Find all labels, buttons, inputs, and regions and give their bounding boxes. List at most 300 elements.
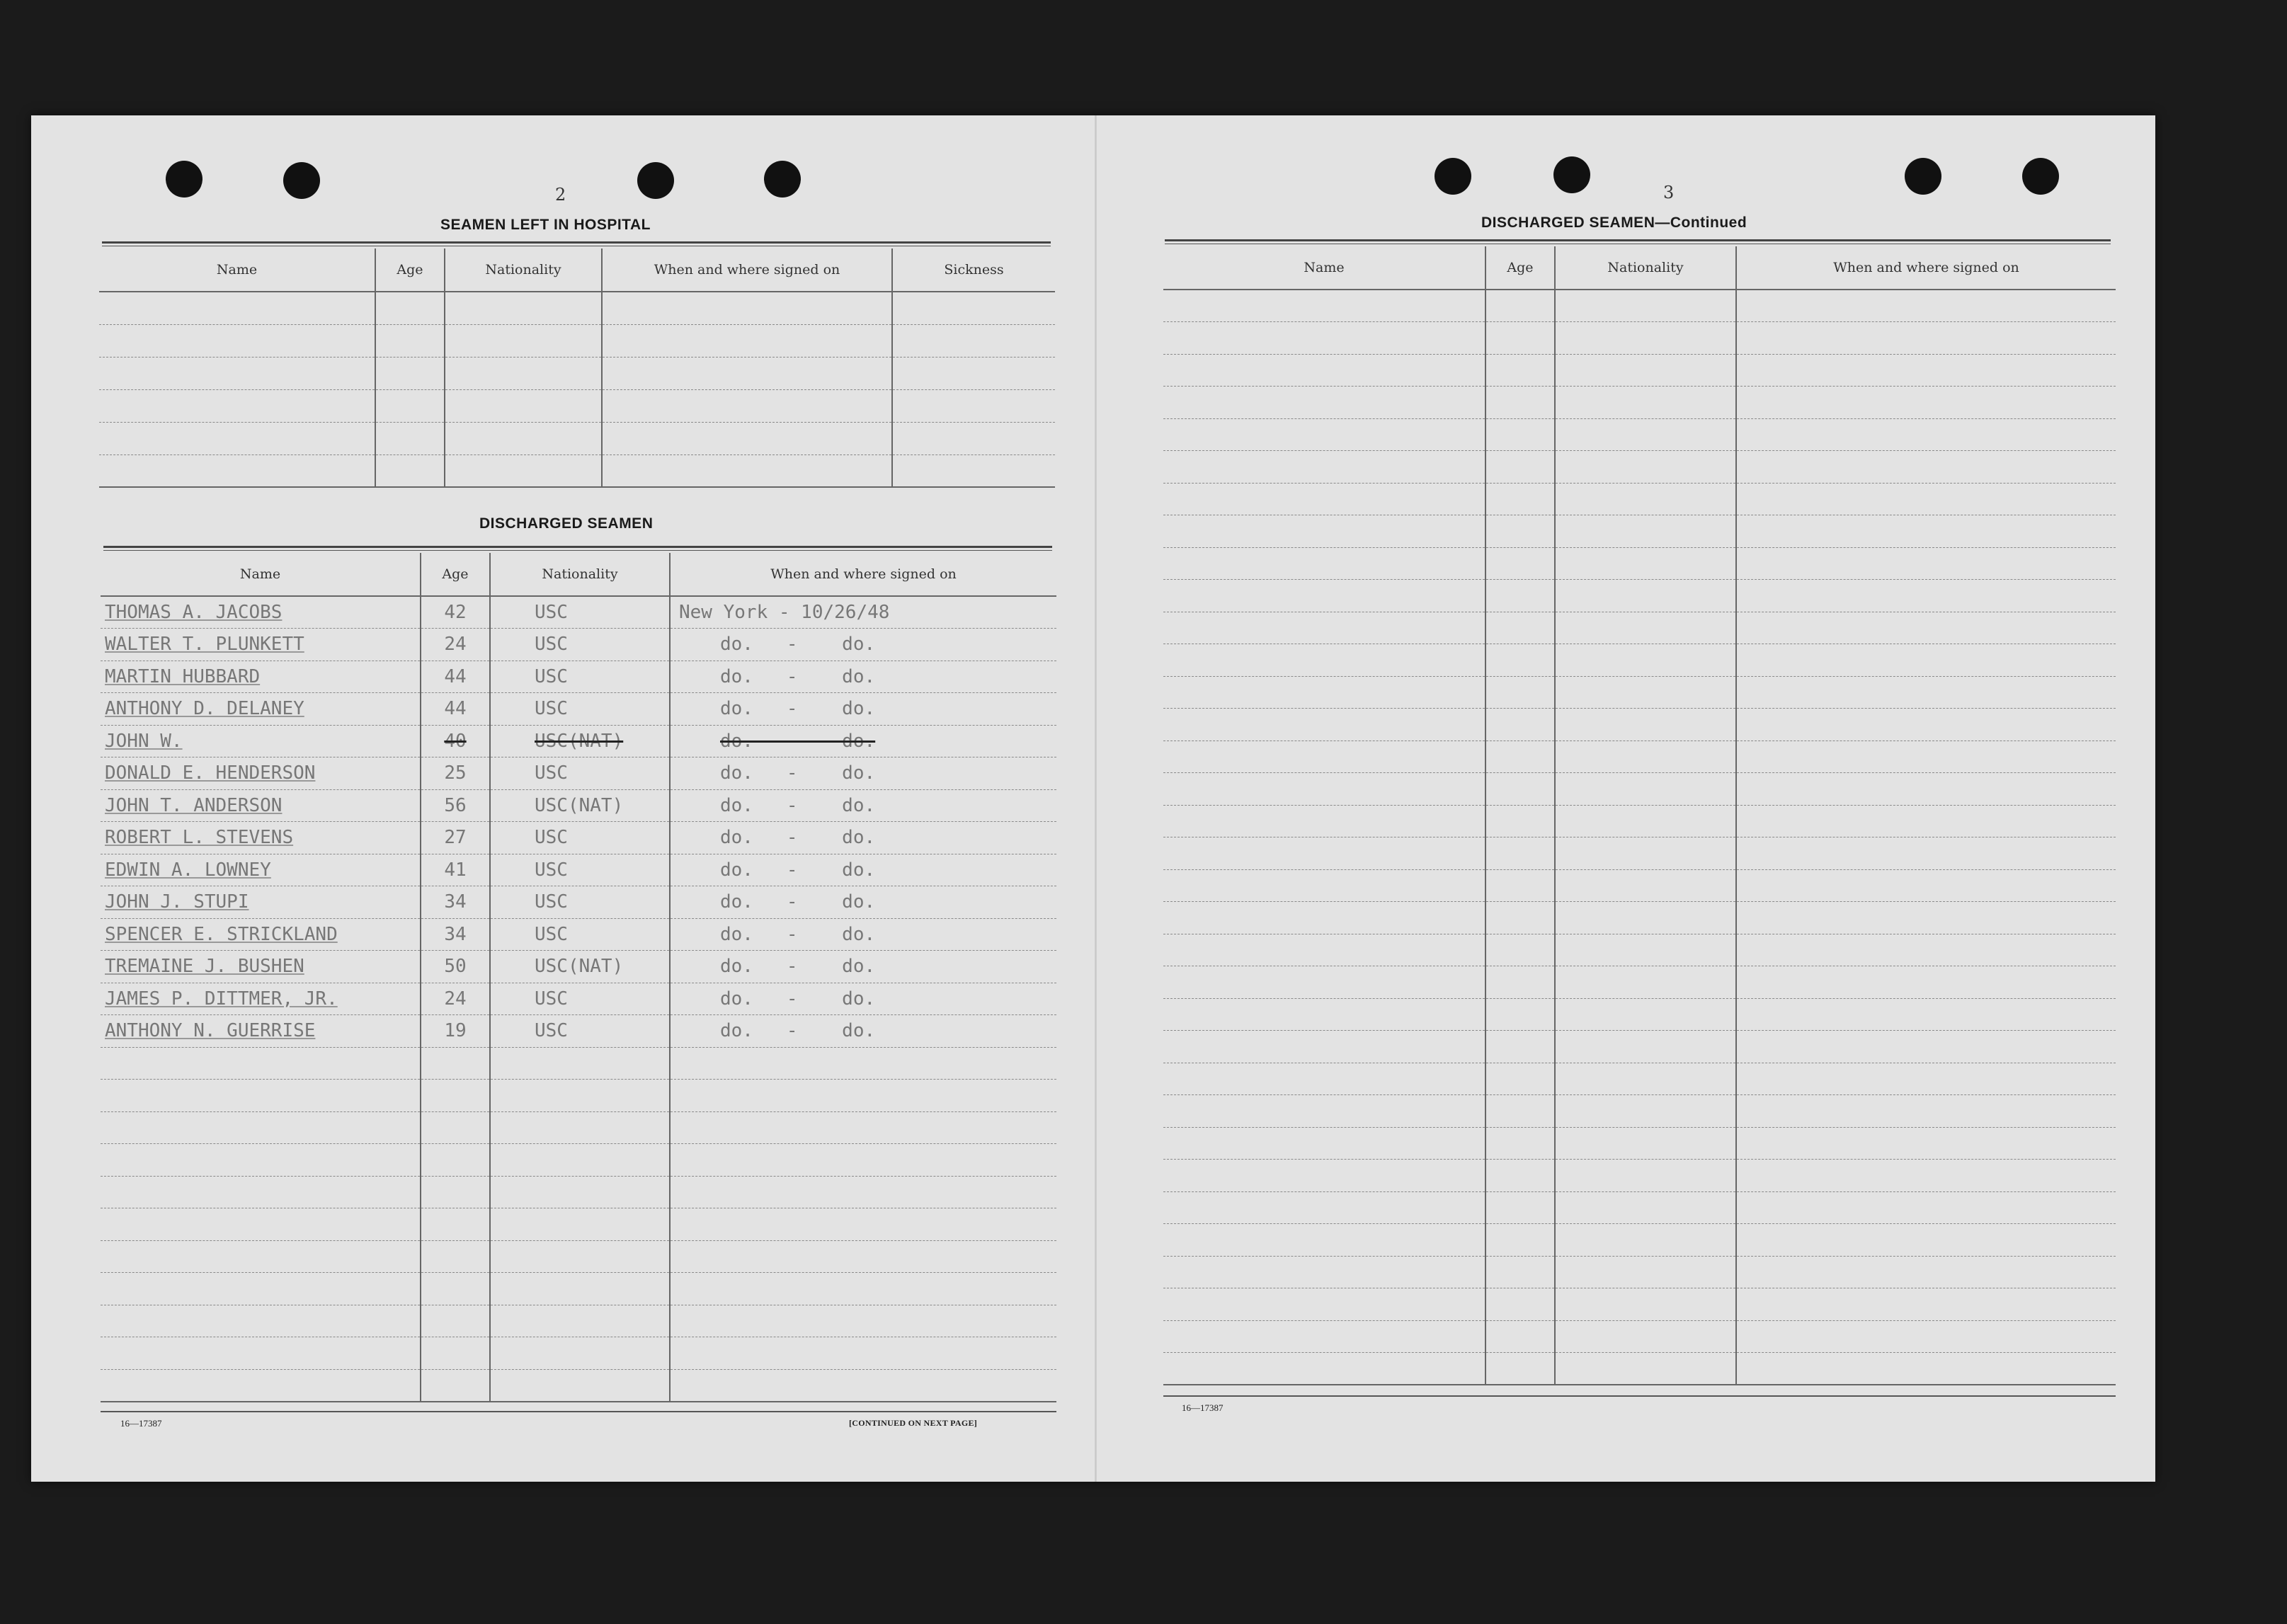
table-cell <box>101 1240 421 1273</box>
table-cell <box>421 1337 490 1370</box>
table-cell <box>1736 612 2116 644</box>
table-cell <box>99 389 375 422</box>
table-row <box>101 596 1056 629</box>
continued-note: [CONTINUED ON NEXT PAGE] <box>849 1418 978 1428</box>
table-cell <box>375 454 445 487</box>
table-cell <box>1485 773 1555 806</box>
cell-name: THOMAS A. JACOBS <box>101 596 421 629</box>
cell-age: 50 <box>421 951 490 983</box>
table-cell <box>602 357 892 389</box>
table-cell <box>1736 902 2116 934</box>
table-cell <box>1736 451 2116 484</box>
table-cell <box>1555 902 1736 934</box>
table-cell <box>1485 998 1555 1031</box>
table-cell <box>1736 1256 2116 1288</box>
table-cell <box>1485 1095 1555 1128</box>
table-cell <box>1485 451 1555 484</box>
table-cell <box>1555 354 1736 387</box>
table-cell <box>1163 869 1485 902</box>
cell-age: 25 <box>421 757 490 790</box>
cell-name: JOHN T. ANDERSON <box>101 789 421 822</box>
table-cell <box>1485 740 1555 773</box>
table-cell <box>670 1111 1056 1144</box>
table-row <box>101 661 1056 693</box>
cell-signed-on: do. - do. <box>670 629 1056 661</box>
table-cell <box>101 1208 421 1241</box>
table-cell <box>1485 1191 1555 1224</box>
column-header-nationality: Nationality <box>445 248 602 292</box>
table-cell <box>1736 1031 2116 1063</box>
table-row <box>101 1015 1056 1048</box>
column-header-signed-on: When and where signed on <box>602 248 892 292</box>
footer-rule <box>1163 1395 2116 1397</box>
table-cell <box>1555 483 1736 515</box>
table-cell <box>892 292 1055 324</box>
cell-signed-on: do. - do. <box>670 854 1056 886</box>
table-cell <box>1736 805 2116 837</box>
cell-nationality: USC <box>490 918 670 951</box>
table-cell <box>1736 1288 2116 1321</box>
table-cell <box>1485 837 1555 870</box>
title-rule <box>102 241 1051 246</box>
column-header-age: Age <box>375 248 445 292</box>
cell-age: 40 <box>421 725 490 757</box>
table-cell <box>99 324 375 357</box>
table-cell <box>1163 547 1485 580</box>
table-cell <box>1163 934 1485 966</box>
table-cell <box>1736 740 2116 773</box>
cell-nationality: USC <box>490 1015 670 1048</box>
table-cell <box>1163 966 1485 999</box>
table-row-blank <box>1163 676 2116 709</box>
table-row <box>101 854 1056 886</box>
table-cell <box>1555 1353 1736 1385</box>
table-cell <box>421 1273 490 1305</box>
table-cell <box>1736 966 2116 999</box>
table-cell <box>1485 902 1555 934</box>
table-cell <box>1555 387 1736 419</box>
table-cell <box>1555 1256 1736 1288</box>
table-cell <box>1163 1320 1485 1353</box>
table-cell <box>670 1337 1056 1370</box>
table-cell <box>1485 1224 1555 1257</box>
table-cell <box>375 389 445 422</box>
column-header-age: Age <box>421 553 490 596</box>
discharged-continued-table <box>1163 246 2116 1385</box>
table-cell <box>1736 387 2116 419</box>
cell-signed-on: do. - do. <box>670 757 1056 790</box>
table-cell <box>1555 1288 1736 1321</box>
cell-nationality: USC <box>490 629 670 661</box>
table-cell <box>1555 709 1736 741</box>
table-cell <box>670 1080 1056 1112</box>
table-row-blank <box>1163 547 2116 580</box>
table-cell <box>1163 902 1485 934</box>
table-cell <box>490 1047 670 1080</box>
table-cell <box>101 1305 421 1337</box>
table-row-blank <box>101 1240 1056 1273</box>
table-row-blank <box>101 1144 1056 1177</box>
cell-nationality: USC(NAT) <box>490 725 670 757</box>
cell-age: 24 <box>421 983 490 1015</box>
table-cell <box>490 1273 670 1305</box>
table-cell <box>1485 1031 1555 1063</box>
table-row-blank <box>101 1111 1056 1144</box>
table-row-blank <box>1163 1256 2116 1288</box>
table-cell <box>1555 1160 1736 1192</box>
table-cell <box>445 389 602 422</box>
table-row-blank <box>1163 290 2116 322</box>
column-header-name: Name <box>99 248 375 292</box>
table-cell <box>101 1337 421 1370</box>
column-header-name: Name <box>1163 246 1485 290</box>
table-cell <box>1736 483 2116 515</box>
table-row <box>101 822 1056 854</box>
table-cell <box>1163 515 1485 548</box>
table-cell <box>1555 1095 1736 1128</box>
cell-age: 44 <box>421 661 490 693</box>
table-cell <box>490 1369 670 1402</box>
table-cell <box>1555 612 1736 644</box>
table-cell <box>1163 740 1485 773</box>
table-cell <box>670 1369 1056 1402</box>
table-cell <box>1163 1031 1485 1063</box>
table-cell <box>1555 451 1736 484</box>
table-cell <box>490 1337 670 1370</box>
table-cell <box>101 1080 421 1112</box>
table-cell <box>1163 1288 1485 1321</box>
table-cell <box>1485 1353 1555 1385</box>
table-row-blank <box>1163 805 2116 837</box>
table-cell <box>1485 869 1555 902</box>
table-cell <box>1485 1256 1555 1288</box>
table-row-blank <box>1163 644 2116 677</box>
table-cell <box>1736 418 2116 451</box>
table-cell <box>375 422 445 454</box>
table-cell <box>1736 773 2116 806</box>
table-cell <box>1485 547 1555 580</box>
table-row-blank <box>1163 387 2116 419</box>
table-cell <box>1485 644 1555 677</box>
table-cell <box>375 357 445 389</box>
table-cell <box>421 1111 490 1144</box>
cell-name: MARTIN HUBBARD <box>101 661 421 693</box>
cell-nationality: USC <box>490 983 670 1015</box>
cell-signed-on: do. - do. <box>670 789 1056 822</box>
table-cell <box>101 1111 421 1144</box>
table-row-blank <box>101 1337 1056 1370</box>
table-row-blank <box>101 1305 1056 1337</box>
table-cell <box>670 1305 1056 1337</box>
document-sheet <box>31 115 2155 1482</box>
table-row-blank <box>1163 709 2116 741</box>
table-row-blank <box>101 1080 1056 1112</box>
table-cell <box>1736 869 2116 902</box>
table-cell <box>421 1240 490 1273</box>
table-cell <box>1163 709 1485 741</box>
table-cell <box>1485 1160 1555 1192</box>
table-cell <box>1555 1063 1736 1095</box>
table-cell <box>1555 515 1736 548</box>
table-cell <box>1163 451 1485 484</box>
table-cell <box>1485 418 1555 451</box>
table-row-blank <box>1163 451 2116 484</box>
table-row-blank <box>1163 998 2116 1031</box>
table-row-blank <box>1163 1127 2116 1160</box>
table-header-row <box>1163 246 2116 290</box>
table-row-blank <box>1163 902 2116 934</box>
cell-nationality: USC <box>490 757 670 790</box>
cell-age: 41 <box>421 854 490 886</box>
table-row-blank <box>1163 1353 2116 1385</box>
table-cell <box>1163 612 1485 644</box>
table-cell <box>602 454 892 487</box>
table-row <box>101 789 1056 822</box>
table-cell <box>1555 837 1736 870</box>
cell-name: DONALD E. HENDERSON <box>101 757 421 790</box>
discharged-continued-title <box>1481 215 1747 231</box>
cell-signed-on: do. - do. <box>670 725 1056 757</box>
table-cell <box>1163 676 1485 709</box>
cell-name: SPENCER E. STRICKLAND <box>101 918 421 951</box>
table-row <box>101 951 1056 983</box>
title-rule <box>103 546 1052 551</box>
table-cell <box>1163 322 1485 355</box>
table-cell <box>1485 580 1555 612</box>
cell-nationality: USC <box>490 822 670 854</box>
cell-name: ROBERT L. STEVENS <box>101 822 421 854</box>
table-cell <box>892 324 1055 357</box>
table-cell <box>1555 805 1736 837</box>
title-main: DISCHARGED SEAMEN <box>1481 215 1655 231</box>
table-row-blank <box>1163 418 2116 451</box>
table-cell <box>1555 644 1736 677</box>
table-cell <box>1163 1127 1485 1160</box>
table-cell <box>1485 934 1555 966</box>
table-cell <box>490 1240 670 1273</box>
footer-rule <box>101 1411 1056 1412</box>
table-cell <box>1736 644 2116 677</box>
table-cell <box>101 1273 421 1305</box>
table-header-row <box>99 248 1055 292</box>
table-row-blank <box>1163 483 2116 515</box>
table-cell <box>1736 290 2116 322</box>
title-suffix: —Continued <box>1655 215 1747 231</box>
table-row-blank <box>101 1176 1056 1208</box>
table-row-blank <box>1163 1288 2116 1321</box>
cell-age: 34 <box>421 886 490 919</box>
cell-nationality: USC <box>490 886 670 919</box>
table-cell <box>101 1144 421 1177</box>
table-row-blank <box>1163 934 2116 966</box>
table-cell <box>421 1080 490 1112</box>
title-rule <box>1165 239 2111 244</box>
table-cell <box>490 1208 670 1241</box>
table-row-blank <box>101 1369 1056 1402</box>
table-cell <box>670 1047 1056 1080</box>
table-row <box>99 422 1055 454</box>
table-cell <box>1485 1063 1555 1095</box>
table-header-row <box>101 553 1056 596</box>
table-row <box>101 983 1056 1015</box>
table-row <box>99 454 1055 487</box>
cell-signed-on: do. - do. <box>670 983 1056 1015</box>
table-cell <box>1736 1320 2116 1353</box>
table-cell <box>1485 354 1555 387</box>
table-row-blank <box>1163 515 2116 548</box>
table-cell <box>421 1369 490 1402</box>
table-cell <box>1736 1127 2116 1160</box>
table-cell <box>1555 676 1736 709</box>
cell-age: 42 <box>421 596 490 629</box>
form-number: 16—17387 <box>1182 1402 1224 1413</box>
table-cell <box>1736 1095 2116 1128</box>
table-row-blank <box>101 1047 1056 1080</box>
table-cell <box>1555 998 1736 1031</box>
column-header-signed-on: When and where signed on <box>1736 246 2116 290</box>
table-cell <box>1736 1160 2116 1192</box>
table-cell <box>101 1369 421 1402</box>
table-cell <box>445 357 602 389</box>
cell-nationality: USC(NAT) <box>490 789 670 822</box>
table-cell <box>1163 644 1485 677</box>
table-cell <box>1485 387 1555 419</box>
table-cell <box>445 292 602 324</box>
cell-age: 24 <box>421 629 490 661</box>
table-cell <box>99 292 375 324</box>
table-cell <box>1555 1127 1736 1160</box>
table-cell <box>490 1080 670 1112</box>
table-cell <box>1485 1127 1555 1160</box>
table-cell <box>101 1176 421 1208</box>
table-cell <box>421 1176 490 1208</box>
table-cell <box>892 389 1055 422</box>
table-cell <box>1736 709 2116 741</box>
column-header-nationality: Nationality <box>1555 246 1736 290</box>
cell-signed-on: do. - do. <box>670 918 1056 951</box>
cell-nationality: USC <box>490 661 670 693</box>
cell-name: ANTHONY N. GUERRISE <box>101 1015 421 1048</box>
table-cell <box>1163 1353 1485 1385</box>
cell-nationality: USC <box>490 693 670 726</box>
table-cell <box>1736 934 2116 966</box>
table-row-blank <box>1163 740 2116 773</box>
right-page <box>1097 115 2155 1482</box>
table-cell <box>1555 773 1736 806</box>
table-row-blank <box>101 1273 1056 1305</box>
left-page <box>31 115 1093 1482</box>
discharged-table <box>101 553 1056 1402</box>
table-cell <box>445 324 602 357</box>
table-cell <box>99 422 375 454</box>
table-cell <box>1485 515 1555 548</box>
table-cell <box>99 454 375 487</box>
table-cell <box>1555 322 1736 355</box>
table-row-blank <box>1163 966 2116 999</box>
table-cell <box>1555 934 1736 966</box>
table-cell <box>421 1305 490 1337</box>
table-row-blank <box>101 1208 1056 1241</box>
table-row <box>101 886 1056 919</box>
table-row <box>101 757 1056 790</box>
table-cell <box>1485 805 1555 837</box>
table-cell <box>1485 612 1555 644</box>
table-cell <box>892 454 1055 487</box>
cell-name: JOHN J. STUPI <box>101 886 421 919</box>
table-cell <box>1485 1288 1555 1321</box>
table-row-blank <box>1163 1095 2116 1128</box>
table-cell <box>1163 1160 1485 1192</box>
table-cell <box>1485 322 1555 355</box>
table-cell <box>670 1176 1056 1208</box>
table-cell <box>1163 1063 1485 1095</box>
table-cell <box>1163 805 1485 837</box>
table-cell <box>1163 773 1485 806</box>
table-cell <box>1555 1031 1736 1063</box>
table-cell <box>1736 1063 2116 1095</box>
table-cell <box>1485 483 1555 515</box>
cell-signed-on: do. - do. <box>670 661 1056 693</box>
table-row-blank <box>1163 1031 2116 1063</box>
table-cell <box>1736 354 2116 387</box>
table-cell <box>490 1305 670 1337</box>
table-row-blank <box>1163 1191 2116 1224</box>
page-number: 2 <box>555 185 566 205</box>
column-header-age: Age <box>1485 246 1555 290</box>
cell-nationality: USC <box>490 854 670 886</box>
table-cell <box>892 357 1055 389</box>
column-header-name: Name <box>101 553 421 596</box>
cell-signed-on: do. - do. <box>670 693 1056 726</box>
table-cell <box>1555 418 1736 451</box>
cell-age: 27 <box>421 822 490 854</box>
table-row-blank <box>1163 869 2116 902</box>
table-cell <box>670 1208 1056 1241</box>
column-header-signed-on: When and where signed on <box>670 553 1056 596</box>
table-cell <box>1163 290 1485 322</box>
table-cell <box>490 1111 670 1144</box>
table-cell <box>490 1176 670 1208</box>
table-cell <box>1736 837 2116 870</box>
cell-signed-on: do. - do. <box>670 1015 1056 1048</box>
table-cell <box>1736 676 2116 709</box>
table-cell <box>1163 998 1485 1031</box>
table-cell <box>602 292 892 324</box>
table-row-blank <box>1163 837 2116 870</box>
table-cell <box>1555 1191 1736 1224</box>
cell-name: JOHN W. <box>101 725 421 757</box>
cell-age: 34 <box>421 918 490 951</box>
table-cell <box>1485 290 1555 322</box>
table-row-blank <box>1163 1320 2116 1353</box>
table-cell <box>1485 966 1555 999</box>
cell-age: 19 <box>421 1015 490 1048</box>
table-row-blank <box>1163 322 2116 355</box>
table-row-blank <box>1163 354 2116 387</box>
table-row-blank <box>1163 1224 2116 1257</box>
table-row-blank <box>1163 580 2116 612</box>
table-cell <box>1485 709 1555 741</box>
table-cell <box>1736 515 2116 548</box>
cell-name: ANTHONY D. DELANEY <box>101 693 421 726</box>
table-cell <box>1163 837 1485 870</box>
table-cell <box>1555 1320 1736 1353</box>
table-cell <box>1163 1224 1485 1257</box>
table-cell <box>602 389 892 422</box>
page-number: 3 <box>1663 183 1675 202</box>
table-cell <box>99 357 375 389</box>
cell-signed-on: do. - do. <box>670 886 1056 919</box>
